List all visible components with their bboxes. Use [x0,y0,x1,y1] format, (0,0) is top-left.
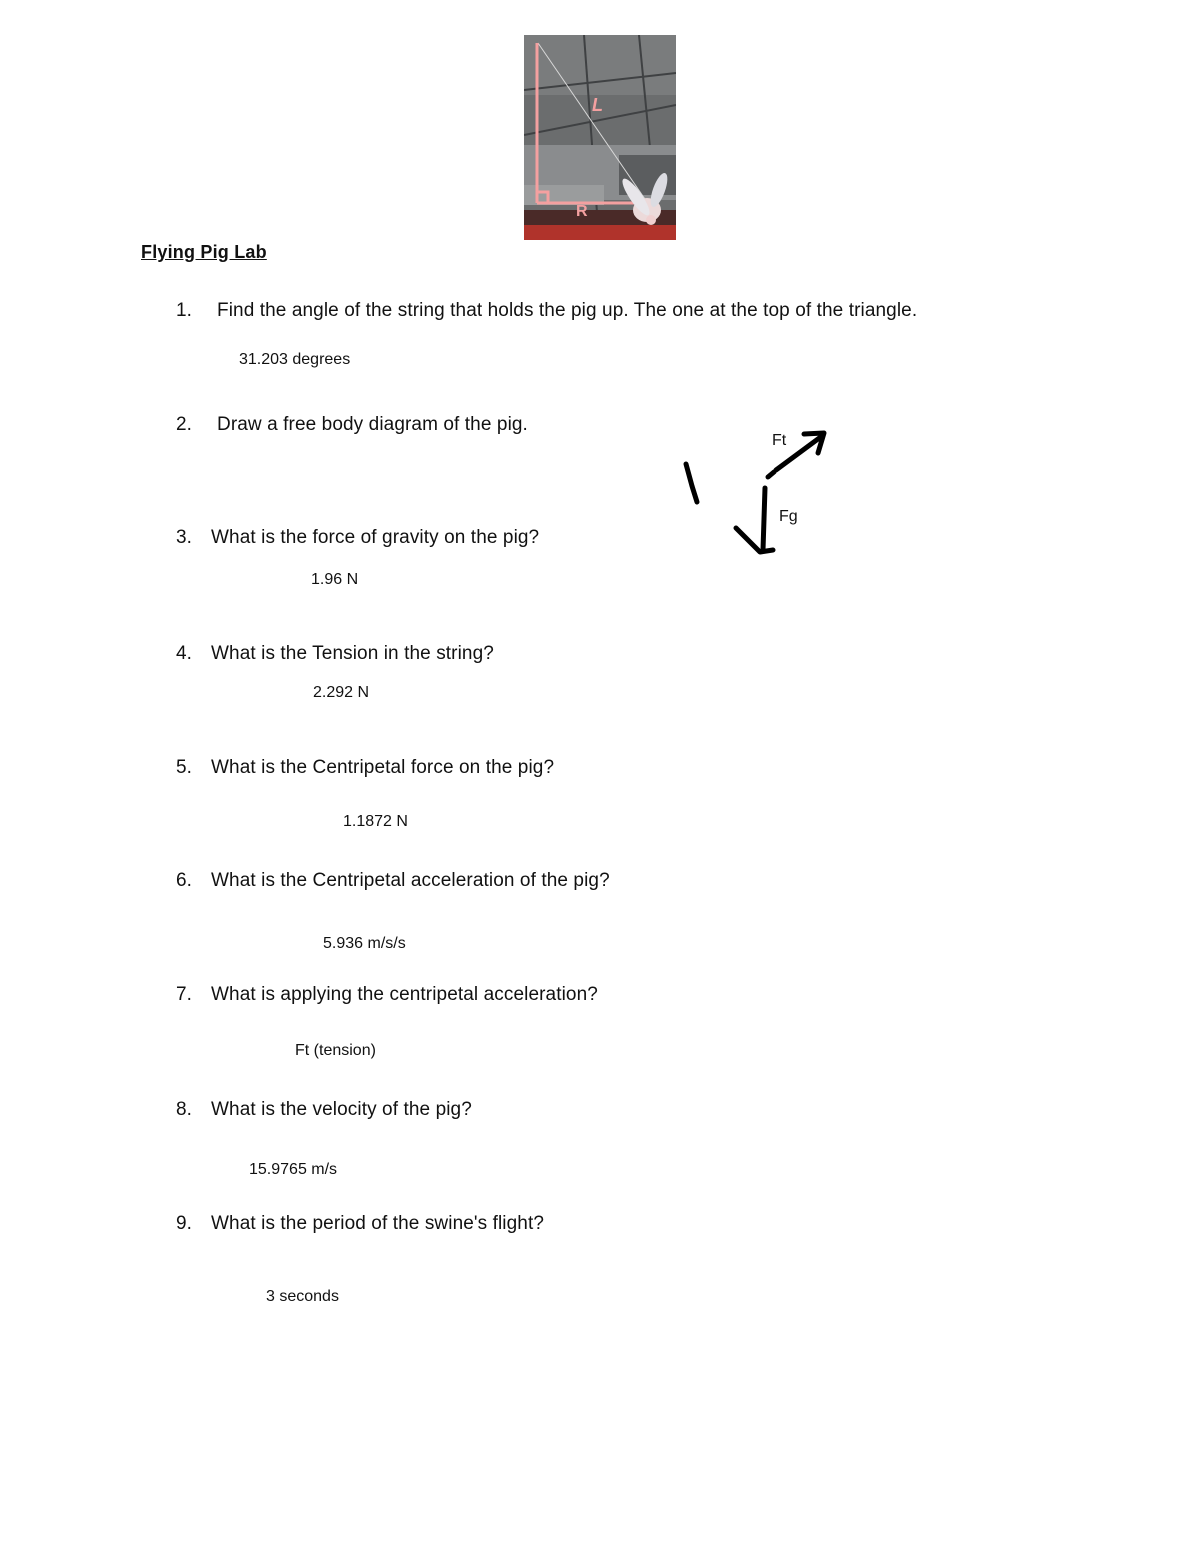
tension-label: Ft [772,432,787,449]
question-text: What is applying the centripetal acceleration? [211,984,598,1005]
page-title: Flying Pig Lab [141,242,267,262]
answer-8: 15.9765 m/s [249,1161,338,1178]
answer-5: 1.1872 N [343,813,408,830]
answer-3: 1.96 N [311,571,359,588]
answer-9: 3 seconds [266,1288,339,1305]
photo-length-label: L [592,95,603,115]
question-text: What is the velocity of the pig? [211,1099,472,1120]
photo-radius-label: R [576,203,588,220]
answer-6: 5.936 m/s/s [323,935,406,952]
free-body-diagram-drawing [670,420,850,570]
question-text: What is the period of the swine's flight? [211,1213,545,1234]
pig-photo-drawing [524,35,676,240]
question-number: 3. [176,527,193,548]
question-text: Draw a free body diagram of the pig. [217,414,528,435]
question-number: 8. [176,1099,193,1120]
question-number: 1. [176,300,193,321]
question-text: What is the Centripetal acceleration of the pig? [211,870,610,891]
question-text: What is the Centripetal force on the pig? [211,757,555,778]
question-number: 5. [176,757,193,778]
question-number: 6. [176,870,193,891]
question-number: 2. [176,414,193,435]
answer-4: 2.292 N [313,684,370,701]
question-text: What is the Tension in the string? [211,643,494,664]
pig-photo [524,35,676,240]
answer-1: 31.203 degrees [239,351,351,368]
question-text: Find the angle of the string that holds the pig up. The one at the top of the triangle. [217,300,918,321]
question-text: What is the force of gravity on the pig? [211,527,540,548]
question-number: 4. [176,643,193,664]
question-number: 7. [176,984,193,1005]
gravity-label: Fg [779,508,798,525]
answer-7: Ft (tension) [295,1042,376,1059]
question-number: 9. [176,1213,193,1234]
free-body-diagram [670,420,850,570]
